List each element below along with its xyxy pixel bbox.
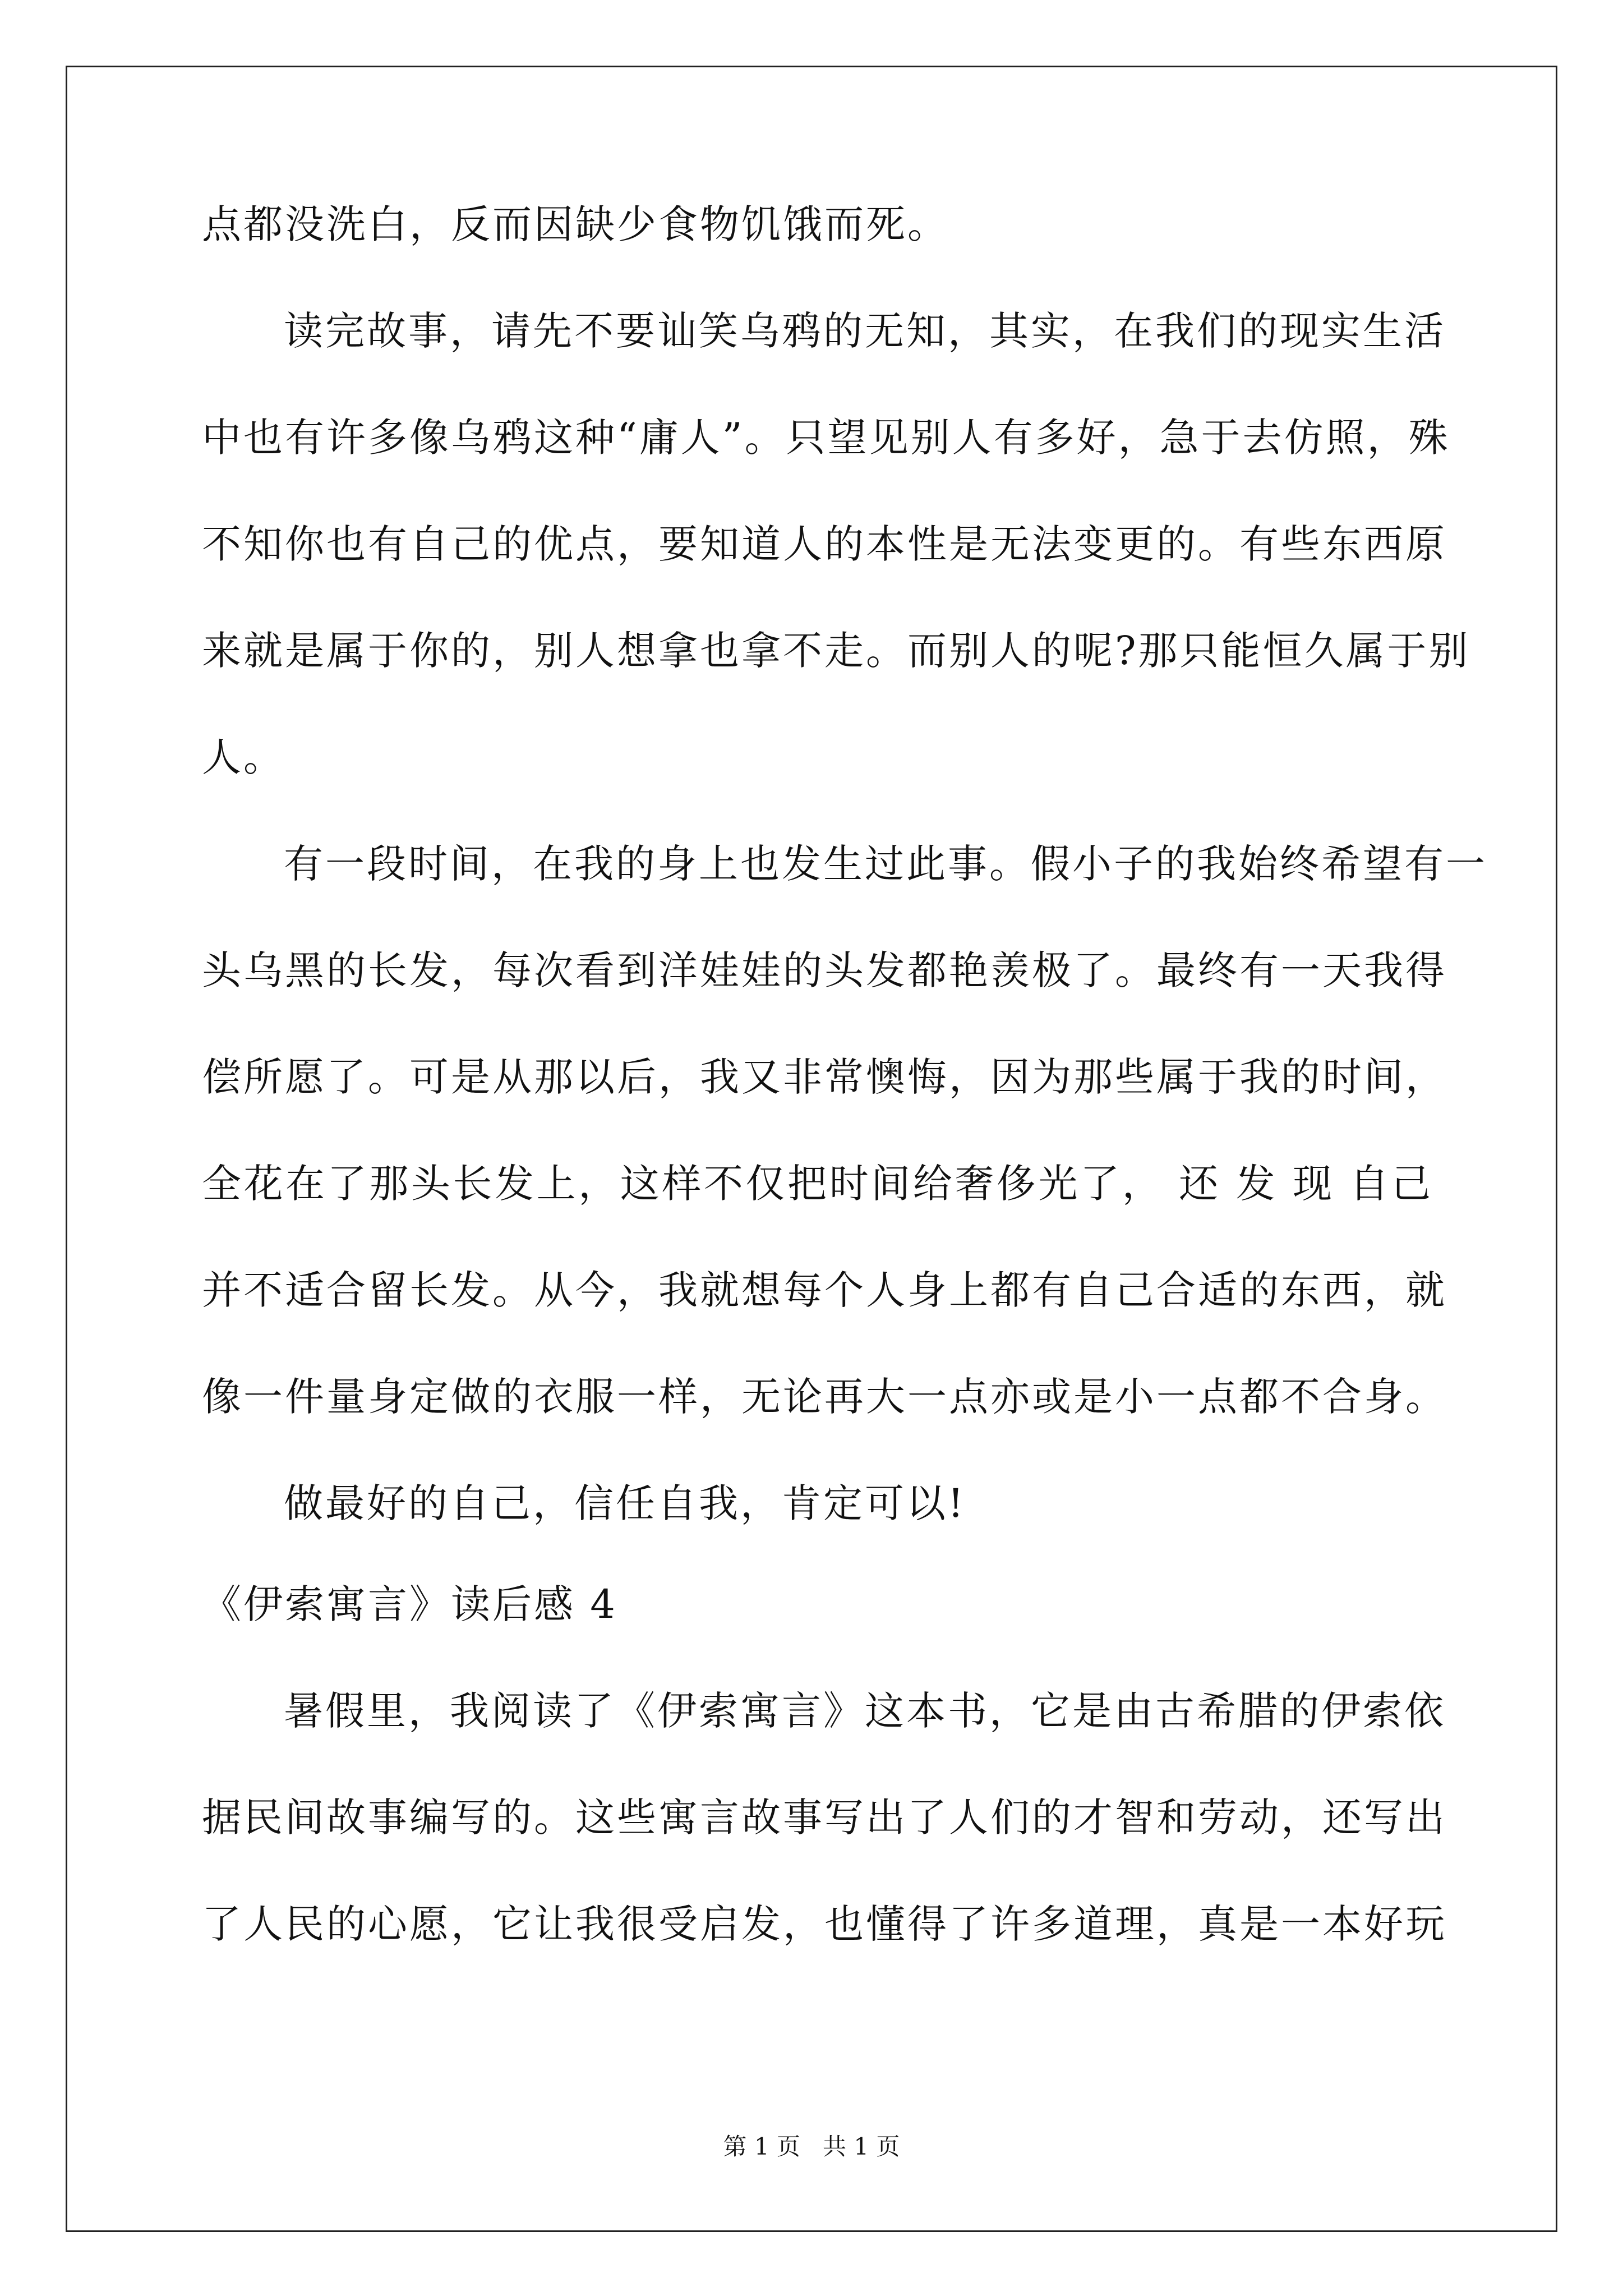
paragraph-line: 暑假里，我阅读了《伊索寓言》这本书，它是由古希腊的伊索依: [284, 1688, 1446, 1734]
text-line: 像一件量身定做的衣服一样，无论再大一点亦或是小一点都不合身。: [202, 1374, 1447, 1420]
paragraph-line: 读完故事，请先不要讪笑乌鸦的无知，其实，在我们的现实生活: [284, 308, 1446, 354]
section-heading: 《伊索寓言》读后感 4: [202, 1581, 617, 1627]
text-line: 了人民的心愿，它让我很受启发，也懂得了许多道理，真是一本好玩: [202, 1901, 1447, 1947]
text-line: 并不适合留长发。从今，我就想每个人身上都有自己合适的东西，就: [202, 1267, 1447, 1313]
text-line: 不知你也有自己的优点，要知道人的本性是无法变更的。有些东西原: [202, 521, 1447, 567]
text-line: 偿所愿了。可是从那以后，我又非常懊悔，因为那些属于我的时间，: [202, 1054, 1447, 1100]
paragraph-line: 有一段时间，在我的身上也发生过此事。假小子的我始终希望有一: [284, 841, 1487, 887]
text-line: 人。: [202, 734, 285, 780]
text-line: 据民间故事编写的。这些寓言故事写出了人们的才智和劳动，还写出: [202, 1795, 1447, 1841]
text-line: 来就是属于你的，别人想拿也拿不走。而别人的呢?那只能恒久属于别: [202, 628, 1470, 674]
paragraph-line: 做最好的自己，信任自我，肯定可以!: [284, 1480, 966, 1526]
text-line: 全花在了那头长发上，这样不仅把时间给奢侈光了， 还 发 现 自己: [202, 1161, 1433, 1207]
text-line: 头乌黑的长发，每次看到洋娃娃的头发都艳羡极了。最终有一天我得: [202, 947, 1447, 993]
page-footer: 第 1 页 共 1 页: [723, 2133, 900, 2160]
text-line: 中也有许多像乌鸦这种“庸人”。只望见别人有多好，急于去仿照，殊: [202, 415, 1450, 461]
text-line: 点都没洗白，反而因缺少食物饥饿而死。: [202, 201, 949, 247]
